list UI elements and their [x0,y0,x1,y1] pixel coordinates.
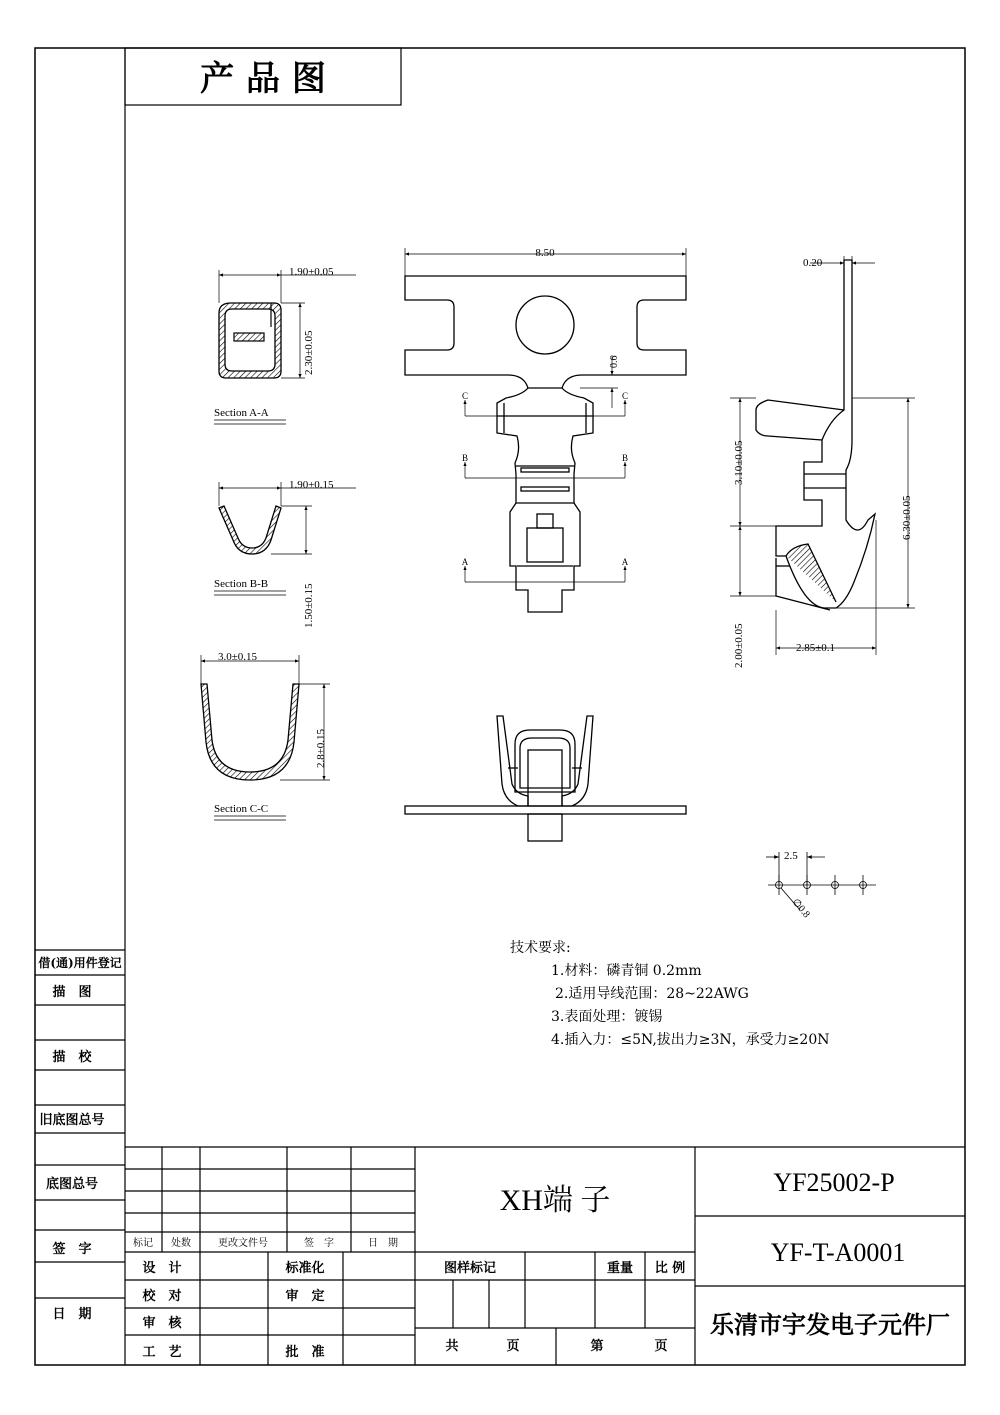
section-a-width: 1.90±0.05 [289,266,334,278]
top-view-dims [405,248,686,582]
side-upper-dim: 3.10±0.05 [733,440,745,485]
front-view [405,716,686,841]
rev-header-mark: 标记 [133,1238,153,1249]
cut-label-b-left: B [461,453,469,463]
rev-header-date: 日 期 [368,1238,398,1249]
drawing-title: 产 品 图 [200,59,326,99]
requirements-heading: 技术要求: [510,940,571,956]
company-name: 乐清市宇发电子元件厂 [710,1310,950,1339]
part-number: YF25002-P [773,1168,895,1197]
side-total-dim: 6.30±0.05 [901,495,913,540]
label-sheet: 第 [590,1339,604,1354]
label-standard: 标准化 [285,1261,325,1276]
side-view [756,260,875,610]
reg-trace: 描 图 [52,985,92,1000]
side-lower-dim: 2.00±0.05 [733,623,745,668]
rev-header-signature: 签 字 [304,1238,334,1249]
section-c-height: 2.8±0.15 [315,728,327,768]
label-design: 设 计 [142,1261,182,1276]
label-sample-mark: 图样标记 [443,1261,497,1276]
label-page: 页 [506,1339,520,1354]
title-box [125,48,401,105]
cut-label-c-left: C [461,391,469,401]
reg-trace-check: 描 校 [52,1050,92,1065]
label-approve: 批 准 [285,1345,325,1360]
drawing-number: YF-T-A0001 [770,1238,906,1267]
top-width-dim: 8.50 [535,247,555,259]
hole-dim: ∅0.8 [789,896,812,921]
section-b-label: Section B-B [214,578,269,590]
top-gap-dim: 0.6 [609,355,620,368]
cut-label-b-right: B [621,453,629,463]
label-total: 共 [445,1339,459,1354]
reg-signature: 签 字 [52,1242,92,1257]
reg-date: 日 期 [52,1307,92,1322]
rev-header-count: 处数 [171,1238,191,1249]
label-review: 审 核 [142,1316,182,1331]
top-view [405,276,686,612]
section-a-a [214,266,356,424]
label-scale: 比 例 [654,1261,686,1276]
section-c-label: Section C-C [214,803,269,815]
section-b-height: 1.50±0.15 [303,583,315,628]
cut-label-a-right: A [621,557,629,567]
section-a-height: 2.30±0.05 [303,330,315,375]
label-weight: 重量 [606,1261,634,1276]
section-c-width: 3.0±0.15 [218,651,258,663]
requirement-3: 3.表面处理：镀锡 [551,1009,663,1025]
section-b-width: 1.90±0.15 [289,479,334,491]
reg-base-number: 底图总号 [45,1177,99,1192]
section-a-label: Section A-A [214,407,269,419]
label-process: 工 艺 [142,1345,182,1360]
cut-label-c-right: C [621,391,629,401]
reg-old-base-number: 旧底图总号 [39,1113,105,1128]
label-audit: 审 定 [285,1289,325,1304]
side-depth-dim: 2.85±0.1 [796,642,836,654]
requirement-1: 1.材料：磷青铜 0.2mm [551,963,702,979]
rev-header-change-doc: 更改文件号 [218,1238,268,1249]
pitch-dim: 2.5 [784,850,798,862]
label-page-2: 页 [654,1339,668,1354]
section-c-c [201,651,330,820]
requirement-2: 2.适用导线范围：28~22AWG [555,986,749,1002]
pitch-detail [766,852,876,910]
requirement-4: 4.插入力：≤5N,拔出力≥3N，承受力≥20N [551,1032,830,1048]
label-check: 校 对 [142,1289,182,1304]
reg-borrowed-parts: 借(通)用件登记 [38,956,122,970]
side-thickness-dim: 0.20 [803,257,823,269]
cut-label-a-left: A [461,557,469,567]
section-b-b [214,479,356,628]
product-name: XH端 子 [499,1184,611,1217]
